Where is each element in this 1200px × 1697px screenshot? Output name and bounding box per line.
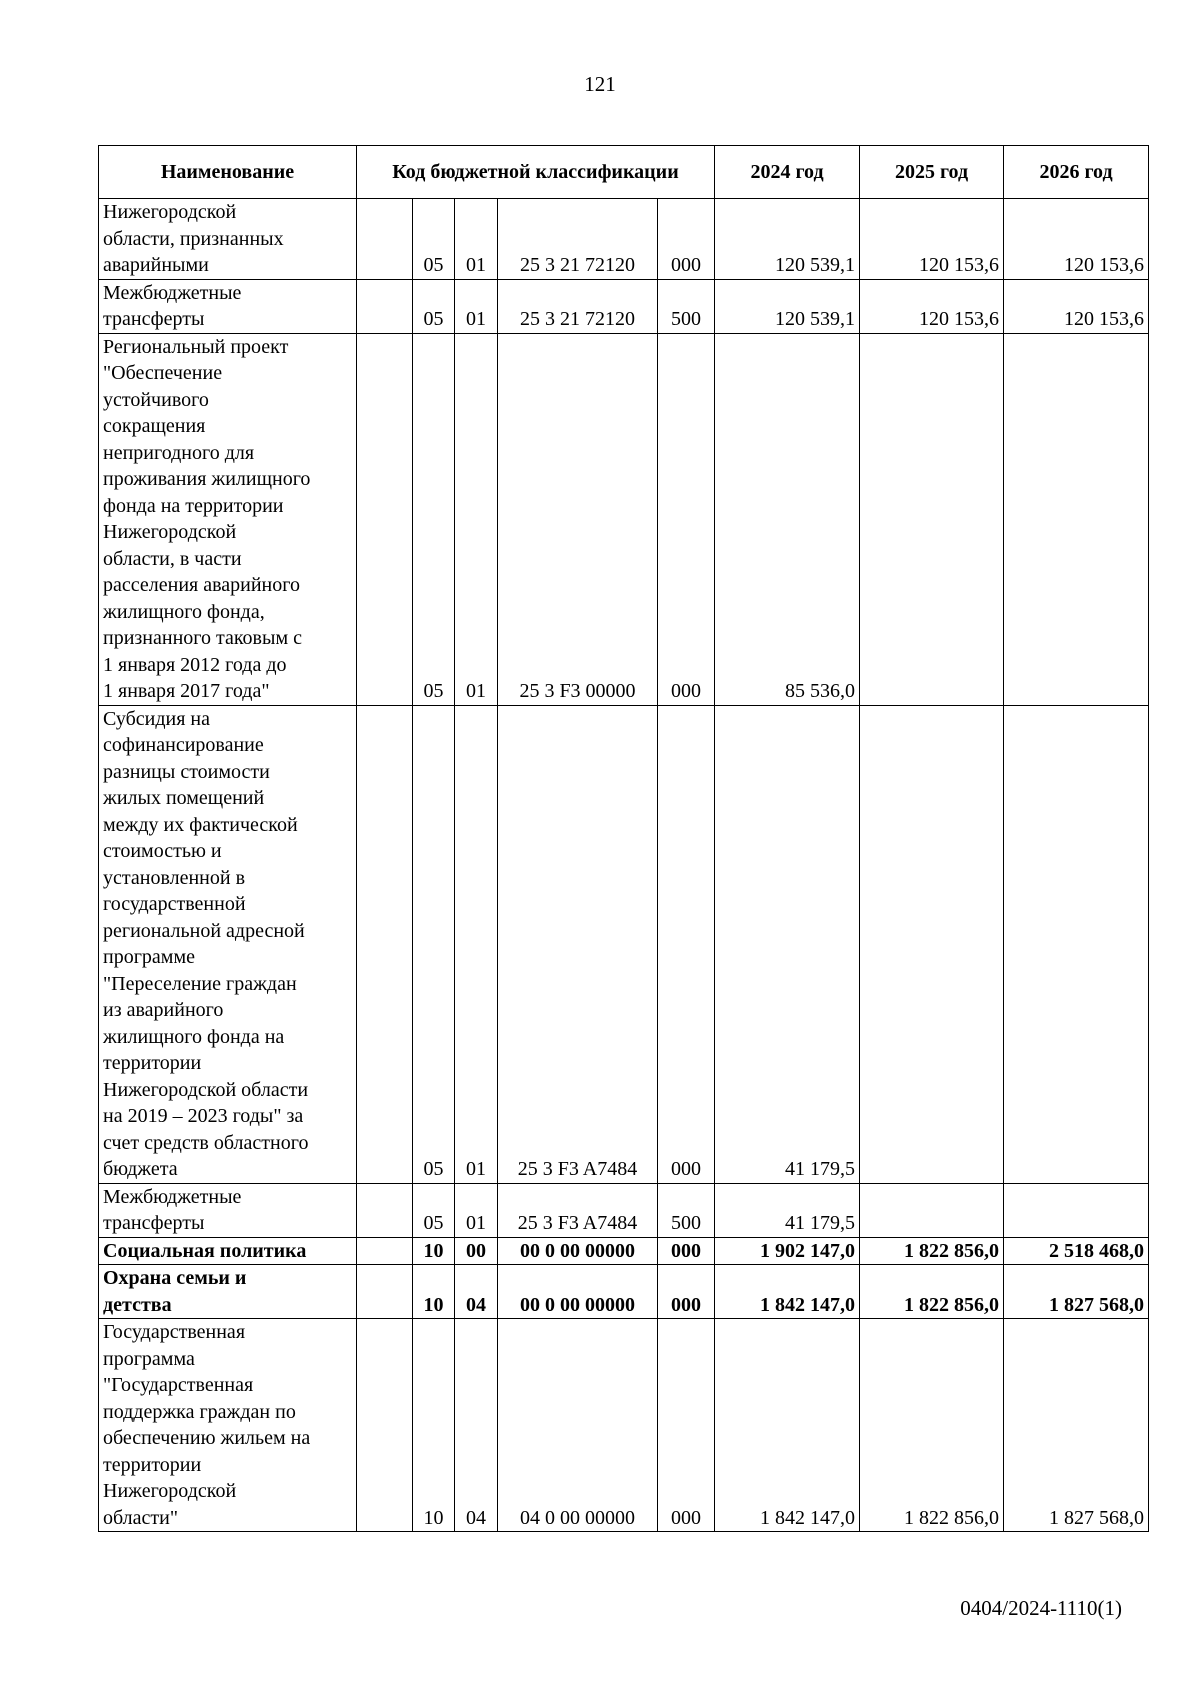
code-column-1 bbox=[357, 279, 413, 333]
row-name-line: области, признанных bbox=[103, 227, 284, 250]
row-name-line: аварийными bbox=[103, 254, 209, 276]
value-2025 bbox=[860, 333, 1004, 705]
row-name-line: территории bbox=[103, 1453, 202, 1476]
row-name bbox=[99, 705, 357, 1183]
code-section: 05 bbox=[413, 1183, 455, 1237]
row-name-line: расселения аварийного bbox=[103, 574, 300, 596]
row-name-line: фонда на территории bbox=[103, 494, 284, 517]
table-row bbox=[99, 1237, 1149, 1265]
row-name-line: установленной в bbox=[103, 866, 246, 889]
row-name-line: бюджета bbox=[103, 1158, 178, 1180]
value-2025: 1 822 856,0 bbox=[860, 1237, 1004, 1265]
row-name-line: Нижегородской области bbox=[103, 1078, 309, 1101]
row-name-line: жилищного фонда, bbox=[103, 600, 265, 623]
code-expense-type: 000 bbox=[658, 199, 715, 280]
table-row bbox=[99, 279, 1149, 333]
row-name-line: из аварийного bbox=[103, 999, 224, 1021]
value-2026 bbox=[1004, 333, 1149, 705]
value-2026: 1 827 568,0 bbox=[1004, 1265, 1149, 1319]
code-target-article: 00 0 00 00000 bbox=[498, 1265, 658, 1319]
row-name-line: Межбюджетные bbox=[103, 1185, 242, 1208]
value-2025 bbox=[860, 705, 1004, 1183]
row-name-line: непригодного для bbox=[103, 441, 255, 464]
code-subsection: 01 bbox=[455, 199, 498, 280]
table-row bbox=[99, 199, 1149, 280]
row-name bbox=[99, 1183, 357, 1237]
row-name bbox=[99, 279, 357, 333]
row-name-line: Нижегородской bbox=[103, 201, 237, 223]
value-2024: 85 536,0 bbox=[715, 333, 860, 705]
code-expense-type: 000 bbox=[658, 705, 715, 1183]
row-name-line: области" bbox=[103, 1506, 179, 1529]
row-name-line: "Государственная bbox=[103, 1374, 254, 1396]
code-section: 05 bbox=[413, 199, 455, 280]
code-expense-type: 500 bbox=[658, 1183, 715, 1237]
value-2025: 1 822 856,0 bbox=[860, 1265, 1004, 1319]
row-name-line: Государственная bbox=[103, 1321, 246, 1343]
value-2024: 41 179,5 bbox=[715, 705, 860, 1183]
value-2025 bbox=[860, 1183, 1004, 1237]
row-name-line: государственной bbox=[103, 893, 246, 915]
header-code: Код бюджетной классификации bbox=[357, 146, 715, 199]
row-name-line: между их фактической bbox=[103, 813, 298, 836]
row-name bbox=[99, 1265, 357, 1319]
table-body bbox=[99, 199, 1149, 1532]
code-column-1 bbox=[357, 333, 413, 705]
code-target-article: 25 3 F3 A7484 bbox=[498, 705, 658, 1183]
row-name-line: Региональный проект bbox=[103, 335, 289, 358]
row-name-line: стоимостью и bbox=[103, 840, 222, 862]
row-name-line: жилых помещений bbox=[103, 787, 265, 809]
row-name-line: Нижегородской bbox=[103, 521, 237, 543]
row-name-line: сокращения bbox=[103, 415, 206, 437]
code-column-1 bbox=[357, 1265, 413, 1319]
value-2025: 120 153,6 bbox=[860, 199, 1004, 280]
code-column-1 bbox=[357, 1237, 413, 1265]
code-expense-type: 000 bbox=[658, 1319, 715, 1532]
header-2024: 2024 год bbox=[715, 146, 860, 199]
code-expense-type: 500 bbox=[658, 279, 715, 333]
table-row bbox=[99, 333, 1149, 705]
row-name-line: жилищного фонда на bbox=[103, 1025, 285, 1048]
row-name-line: поддержка граждан по bbox=[103, 1400, 296, 1423]
code-target-article: 25 3 F3 00000 bbox=[498, 333, 658, 705]
row-name-line: области, в части bbox=[103, 547, 242, 570]
row-name bbox=[99, 199, 357, 280]
row-name-line: признанного таковым с bbox=[103, 627, 302, 649]
page-number: 121 bbox=[584, 72, 616, 96]
value-2024: 120 539,1 bbox=[715, 279, 860, 333]
table-header-row bbox=[99, 146, 1149, 199]
code-subsection: 01 bbox=[455, 279, 498, 333]
header-2026: 2026 год bbox=[1004, 146, 1149, 199]
code-expense-type: 000 bbox=[658, 333, 715, 705]
value-2025: 120 153,6 bbox=[860, 279, 1004, 333]
value-2024: 120 539,1 bbox=[715, 199, 860, 280]
code-section: 05 bbox=[413, 705, 455, 1183]
code-subsection: 01 bbox=[455, 705, 498, 1183]
row-name bbox=[99, 333, 357, 705]
row-name-line: 1 января 2012 года до bbox=[103, 653, 287, 676]
code-column-1 bbox=[357, 199, 413, 280]
table-row bbox=[99, 1183, 1149, 1237]
row-name bbox=[99, 1237, 357, 1265]
row-name-line: Межбюджетные bbox=[103, 281, 242, 304]
row-name-line: детства bbox=[103, 1293, 172, 1316]
code-subsection: 01 bbox=[455, 333, 498, 705]
table-row bbox=[99, 1319, 1149, 1532]
row-name-line: программе bbox=[103, 946, 195, 968]
code-subsection: 04 bbox=[455, 1319, 498, 1532]
code-section: 05 bbox=[413, 279, 455, 333]
row-name-line: региональной адресной bbox=[103, 919, 305, 942]
code-section: 10 bbox=[413, 1265, 455, 1319]
value-2025: 1 822 856,0 bbox=[860, 1319, 1004, 1532]
row-name-line: Субсидия на bbox=[103, 707, 210, 730]
value-2026: 120 153,6 bbox=[1004, 199, 1149, 280]
code-expense-type: 000 bbox=[658, 1237, 715, 1265]
row-name-line: трансферты bbox=[103, 1212, 205, 1234]
row-name-line: Нижегородской bbox=[103, 1480, 237, 1502]
row-name-line: "Переселение граждан bbox=[103, 972, 297, 995]
value-2026 bbox=[1004, 705, 1149, 1183]
header-2025: 2025 год bbox=[860, 146, 1004, 199]
header-name: Наименование bbox=[99, 146, 357, 199]
code-column-1 bbox=[357, 1183, 413, 1237]
value-2024: 1 842 147,0 bbox=[715, 1265, 860, 1319]
code-target-article: 04 0 00 00000 bbox=[498, 1319, 658, 1532]
value-2026: 1 827 568,0 bbox=[1004, 1319, 1149, 1532]
value-2024: 41 179,5 bbox=[715, 1183, 860, 1237]
code-subsection: 00 bbox=[455, 1237, 498, 1265]
code-expense-type: 000 bbox=[658, 1265, 715, 1319]
code-target-article: 00 0 00 00000 bbox=[498, 1237, 658, 1265]
row-name-line: устойчивого bbox=[103, 388, 209, 411]
row-name-line: счет средств областного bbox=[103, 1131, 309, 1154]
row-name-line: территории bbox=[103, 1052, 202, 1074]
row-name-line: разницы стоимости bbox=[103, 760, 270, 783]
table-row bbox=[99, 705, 1149, 1183]
value-2026 bbox=[1004, 1183, 1149, 1237]
code-column-1 bbox=[357, 1319, 413, 1532]
code-target-article: 25 3 21 72120 bbox=[498, 279, 658, 333]
value-2026: 2 518 468,0 bbox=[1004, 1237, 1149, 1265]
row-name-line: Социальная политика bbox=[103, 1239, 307, 1262]
value-2024: 1 842 147,0 bbox=[715, 1319, 860, 1532]
code-section: 10 bbox=[413, 1237, 455, 1265]
row-name-line: "Обеспечение bbox=[103, 362, 223, 384]
row-name-line: проживания жилищного bbox=[103, 468, 311, 490]
row-name-line: программа bbox=[103, 1347, 195, 1370]
row-name bbox=[99, 1319, 357, 1532]
code-section: 05 bbox=[413, 333, 455, 705]
value-2026: 120 153,6 bbox=[1004, 279, 1149, 333]
value-2024: 1 902 147,0 bbox=[715, 1237, 860, 1265]
code-subsection: 04 bbox=[455, 1265, 498, 1319]
row-name-line: обеспечению жильем на bbox=[103, 1427, 311, 1449]
document-id: 0404/2024-1110(1) bbox=[960, 1596, 1122, 1620]
code-column-1 bbox=[357, 705, 413, 1183]
row-name-line: Охрана семьи и bbox=[103, 1267, 247, 1289]
code-section: 10 bbox=[413, 1319, 455, 1532]
row-name-line: трансферты bbox=[103, 308, 205, 330]
row-name-line: софинансирование bbox=[103, 734, 264, 756]
code-subsection: 01 bbox=[455, 1183, 498, 1237]
code-target-article: 25 3 F3 A7484 bbox=[498, 1183, 658, 1237]
row-name-line: 1 января 2017 года" bbox=[103, 680, 270, 702]
row-name-line: на 2019 – 2023 годы" за bbox=[103, 1105, 304, 1127]
table-row bbox=[99, 1265, 1149, 1319]
code-target-article: 25 3 21 72120 bbox=[498, 199, 658, 280]
budget-table bbox=[98, 145, 1149, 1532]
